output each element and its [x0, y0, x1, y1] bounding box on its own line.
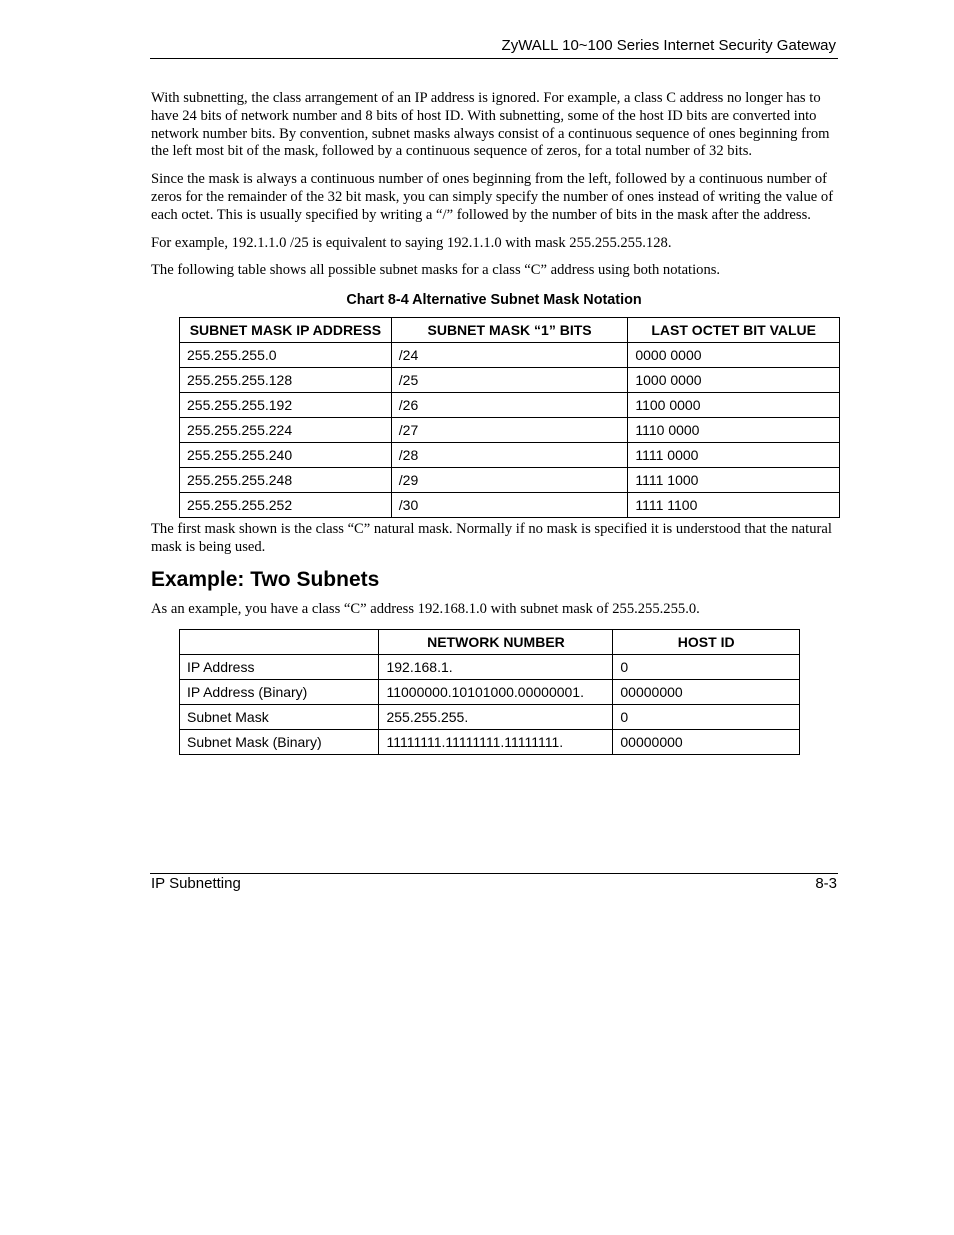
table-cell: 1111 1000: [628, 468, 840, 493]
table-cell: IP Address (Binary): [180, 679, 379, 704]
table-cell: 255.255.255.128: [180, 368, 392, 393]
column-header: NETWORK NUMBER: [379, 629, 613, 654]
table-cell: 255.255.255.240: [180, 443, 392, 468]
table-cell: /29: [391, 468, 628, 493]
column-header: SUBNET MASK IP ADDRESS: [180, 318, 392, 343]
paragraph-natural-mask: The first mask shown is the class “C” natural mask. Normally if no mask is specified it is understood that the natural mask is being used.: [151, 521, 832, 555]
table-row: [180, 368, 840, 393]
table-cell: /26: [391, 393, 628, 418]
table-cell: 1111 0000: [628, 443, 840, 468]
footer-divider: [150, 873, 838, 874]
table-cell: 192.168.1.: [379, 654, 613, 679]
table-cell: 0: [613, 654, 800, 679]
table-cell: 11111111.11111111.11111111.: [379, 729, 613, 754]
table-row: [180, 704, 800, 729]
subnet-mask-table: [179, 317, 840, 518]
header-divider: [150, 58, 838, 59]
table-cell: 00000000: [613, 679, 800, 704]
table-cell: 255.255.255.252: [180, 493, 392, 518]
table-cell: /30: [391, 493, 628, 518]
paragraph-two-subnets-example: As an example, you have a class “C” address 192.168.1.0 with subnet mask of 255.255.255.0.: [151, 600, 700, 617]
table-cell: Subnet Mask: [180, 704, 379, 729]
table-row: [180, 443, 840, 468]
table-cell: 1100 0000: [628, 393, 840, 418]
table-cell: 11000000.10101000.00000001.: [379, 679, 613, 704]
table-cell: 00000000: [613, 729, 800, 754]
table-cell: 255.255.255.192: [180, 393, 392, 418]
table-cell: /27: [391, 418, 628, 443]
chart-caption: Chart 8-4 Alternative Subnet Mask Notation: [346, 292, 642, 309]
table-cell: 1111 1100: [628, 493, 840, 518]
table-cell: 255.255.255.0: [180, 343, 392, 368]
table-row: [180, 493, 840, 518]
page-body: [151, 90, 837, 755]
page-number: 8-3: [815, 875, 837, 892]
paragraph-subnetting-intro: With subnetting, the class arrangement of an IP address is ignored. For example, a class C address no longer has to have 24 bits of network number and 8 bits of host ID. With subnetting, some of the host ID bits are converted into network number bits. By convention, subnet masks always consist of a continuous sequence of ones beginning from the left most bit of the mask, followed by a continuous sequence of zeros, for a total number of 32 bits.: [151, 90, 830, 160]
table-header-row: [180, 629, 800, 654]
table-row: [180, 679, 800, 704]
table-header-row: [180, 318, 840, 343]
table-cell: 255.255.255.248: [180, 468, 392, 493]
table-cell: 1000 0000: [628, 368, 840, 393]
table-cell: /24: [391, 343, 628, 368]
section-heading: Example: Two Subnets: [151, 567, 380, 591]
column-header: [180, 629, 379, 654]
table-cell: 0000 0000: [628, 343, 840, 368]
table-cell: /25: [391, 368, 628, 393]
column-header: SUBNET MASK “1” BITS: [391, 318, 628, 343]
paragraph-example: For example, 192.1.1.0 /25 is equivalent to saying 192.1.1.0 with mask 255.255.255.128.: [151, 234, 672, 251]
table-row: [180, 393, 840, 418]
column-header: LAST OCTET BIT VALUE: [628, 318, 840, 343]
table-cell: 255.255.255.224: [180, 418, 392, 443]
table-row: [180, 468, 840, 493]
running-header: ZyWALL 10~100 Series Internet Security Gateway: [501, 37, 836, 54]
paragraph-mask-notation: Since the mask is always a continuous number of ones beginning from the left, followed by a continuous number of zeros for the remainder of the 32 bit mask, you can simply specify the number of ones instead of writing the value of each octet. This is usually specified by writing a “/” followed by the number of bits in the mask after the address.: [151, 171, 834, 223]
table-cell: 0: [613, 704, 800, 729]
footer-section-title: IP Subnetting: [151, 875, 241, 892]
table-cell: 255.255.255.: [379, 704, 613, 729]
column-header: HOST ID: [613, 629, 800, 654]
table-cell: Subnet Mask (Binary): [180, 729, 379, 754]
table-cell: IP Address: [180, 654, 379, 679]
table-cell: /28: [391, 443, 628, 468]
table-cell: 1110 0000: [628, 418, 840, 443]
network-host-table: [179, 629, 800, 755]
table-row: [180, 729, 800, 754]
table-row: [180, 418, 840, 443]
paragraph-table-intro: The following table shows all possible subnet masks for a class “C” address using both notations.: [151, 262, 721, 279]
table-row: [180, 654, 800, 679]
table-row: [180, 343, 840, 368]
